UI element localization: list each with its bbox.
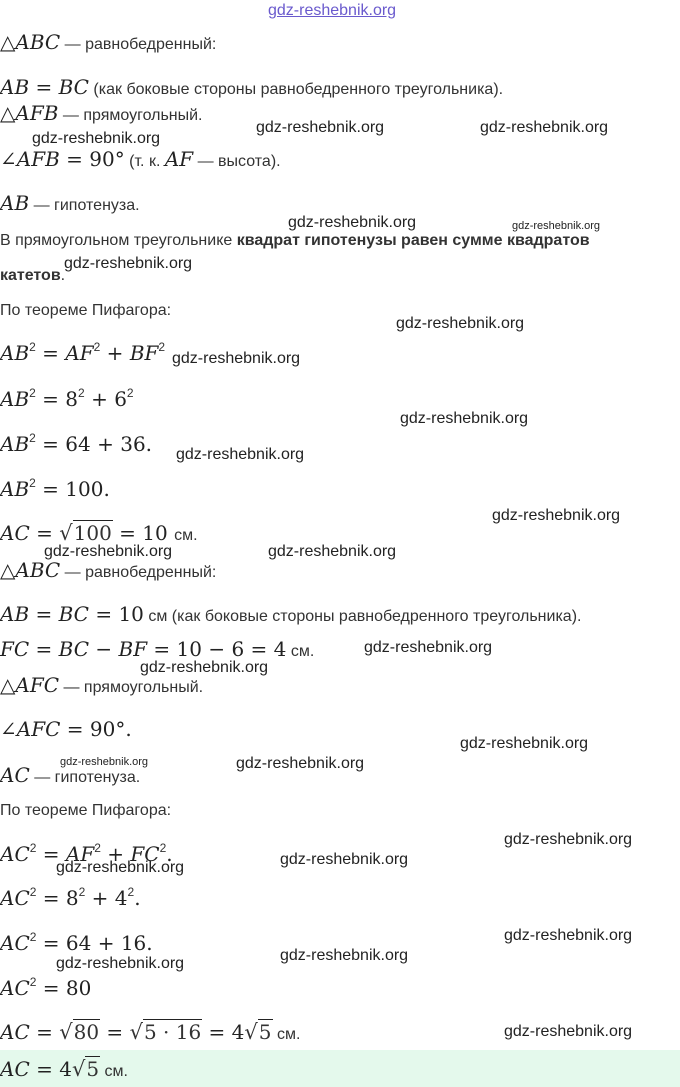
watermark: gdz-reshebnik.org xyxy=(288,214,417,231)
line2-ac2-result: $AC^2 = 80$ xyxy=(0,975,92,1000)
watermark: gdz-reshebnik.org xyxy=(56,859,185,876)
line-angle-afb: ∠AFB = 90° (т. к. AF — высота). xyxy=(0,147,281,171)
line-ab2-sum: $AB^2 = 64 + 36$. xyxy=(0,431,153,456)
line-pythagoras-rule-cont: катетов. xyxy=(0,267,66,284)
watermark: gdz-reshebnik.org xyxy=(396,315,525,332)
line2-ac-hypotenuse: AC — гипотенуза. xyxy=(0,763,141,787)
line-ab-hypotenuse: AB — гипотенуза. xyxy=(0,191,140,215)
watermark: gdz-reshebnik.org xyxy=(480,119,609,136)
line-by-pythagoras-1: По теореме Пифагора: xyxy=(0,302,172,319)
watermark: gdz-reshebnik.org xyxy=(492,507,621,524)
line-ab2-values: $AB^2 = 8^2 + 6^2$ xyxy=(0,386,134,411)
watermark: gdz-reshebnik.org xyxy=(236,755,365,772)
watermark: gdz-reshebnik.org xyxy=(256,119,385,136)
line-triangle-afb-right: △AFB — прямоугольный. xyxy=(0,101,203,125)
watermark: gdz-reshebnik.org xyxy=(268,543,397,560)
watermark: gdz-reshebnik.org xyxy=(504,1023,633,1040)
line-ab-equals-bc: AB = BC (как боковые стороны равнобедренного треугольника). xyxy=(0,75,504,99)
watermark: gdz-reshebnik.org xyxy=(32,130,161,147)
watermark-top: gdz-reshebnik.org xyxy=(268,2,397,19)
watermark: gdz-reshebnik.org xyxy=(504,927,633,944)
line2-triangle-afc-right: △AFC — прямоугольный. xyxy=(0,673,204,697)
line-ac-result-10: AC = √100 = 10 см. xyxy=(0,521,198,545)
line-triangle-abc-isosceles: △ABC — равнобедренный: xyxy=(0,30,217,54)
line-pythagoras-rule: В прямоугольном треугольнике квадрат гипотенузы равен сумме квадратов xyxy=(0,232,590,249)
watermark: gdz-reshebnik.org xyxy=(172,350,301,367)
line2-ac2-sum: $AC^2 = 64 + 16$. xyxy=(0,930,153,955)
line2-triangle-abc-isosceles: △ABC — равнобедренный: xyxy=(0,558,217,582)
line2-by-pythagoras: По теореме Пифагора: xyxy=(0,802,172,819)
line2-angle-afc: ∠AFC = 90°. xyxy=(0,717,132,741)
line-ab2-formula: $AB^2 = AF^2 + BF^2$ xyxy=(0,340,166,365)
watermark: gdz-reshebnik.org xyxy=(140,659,269,676)
watermark: gdz-reshebnik.org xyxy=(44,543,173,560)
watermark: gdz-reshebnik.org xyxy=(512,220,601,232)
watermark: gdz-reshebnik.org xyxy=(400,410,529,427)
watermark: gdz-reshebnik.org xyxy=(64,255,193,272)
line2-ac-simplify: AC = √80 = √5 · 16 = 4√5 см. xyxy=(0,1020,301,1044)
watermark: gdz-reshebnik.org xyxy=(504,831,633,848)
line2-ac2-formula: $AC^2 = AF^2 + FC^2$. xyxy=(0,841,173,866)
watermark: gdz-reshebnik.org xyxy=(280,851,409,868)
line2-ac2-values: $AC^2 = 8^2 + 4^2$. xyxy=(0,885,141,910)
answer-line: AC = 4√5 см. xyxy=(0,1057,128,1081)
watermark: gdz-reshebnik.org xyxy=(60,756,149,768)
watermark: gdz-reshebnik.org xyxy=(364,639,493,656)
watermark: gdz-reshebnik.org xyxy=(56,955,185,972)
watermark: gdz-reshebnik.org xyxy=(280,947,409,964)
line2-ab-equals-bc-10: AB = BC = 10 см (как боковые стороны равнобедренного треугольника). xyxy=(0,602,582,626)
watermark: gdz-reshebnik.org xyxy=(460,735,589,752)
line2-fc-value: FC = BC − BF = 10 − 6 = 4 см. xyxy=(0,637,315,661)
watermark: gdz-reshebnik.org xyxy=(176,446,305,463)
line-ab2-result: $AB^2 = 100$. xyxy=(0,476,110,501)
